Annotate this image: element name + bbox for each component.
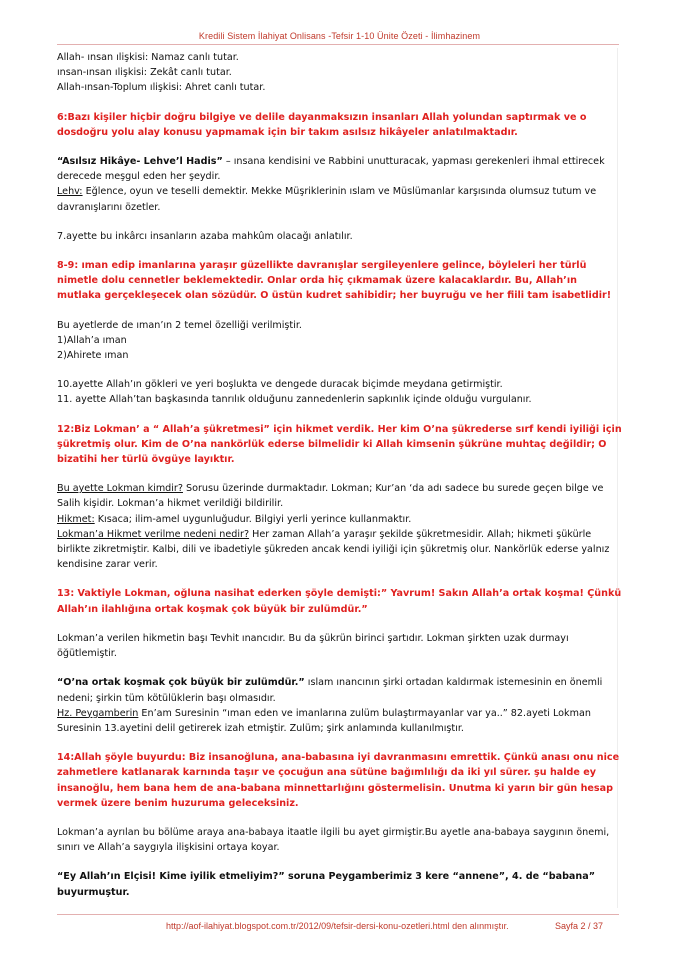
hikmet-question: Lokman’a Hikmet verilme nedeni nedir? <box>57 528 250 540</box>
ana-baba-paragraph: Lokman’a ayrılan bu bölüme araya ana-babaya itaatle ilgili bu ayet girmiştir.Bu ayetle ana-babaya saygının önemi, sınırı ve Allah’a saygıyla ilişkisini ortaya koyar. <box>57 826 610 854</box>
lehv-text: Eğlence, oyun ve teselli demektir. Mekke Müşriklerinin ıslam ve Müslümanlar karşısında olumsuz tutum ve davranışlarını özetler. <box>57 186 597 213</box>
lehve-term: “Asılsız Hikâye- Lehve’l Hadis” <box>57 156 223 168</box>
zulum-paragraph <box>57 675 622 705</box>
verse-12: 12:Biz Lokman’ a “ Allah’a şükretmesi” için hikmet verdik. Her kim O’na şükrederse sırf kendi iyiliği için şükretmiş olur. Kim de O’na nankörlük ederse bilmelidir ki Allah kimsenin şükrüne muhtaç değildir; O bizatihi her türlü övgüye layıktır. <box>57 423 622 466</box>
verse-14: 14:Allah şöyle buyurdu: Biz insanoğluna, ana-babasına iyi davranmasını emrettik. Çünkü anası onu nice zahmetlere katlanarak karnında taşır ve çocuğun ana sütüne bağımlılığı da iki yıl sürer. şu halde ey insanoğlu, hem bana hem de ana-babana minnettarlığını göstermelisin. Unutma ki yarın bir gün hesap vermek üzere benim huzuruma geleceksiniz. <box>57 752 620 809</box>
verse-13: 13: Vaktiyle Lokman, oğluna nasihat ederken şöyle demişti:” Yavrum! Sakın Allah’a ortak koşma! Çünkü Allah’ın ilahlığına ortak koşmak çok büyük bir zulümdür.” <box>57 588 622 615</box>
document-body <box>57 50 622 900</box>
lehv-term: Lehv: <box>57 186 83 198</box>
header-divider <box>57 44 619 45</box>
zulum-text: ıslam ınancının şirki ortadan kaldırmak istemesinin en önemli nedeni; şirkin tüm kötülüklerin başı olmasıdır. <box>57 677 603 704</box>
peygamber-term: Hz. Peygamberin <box>57 707 139 719</box>
verse-11: 11. ayette Allah’tan başkasında tanrılık olduğunu zannedenlerin sapkınlık içinde olduğu vurgulanır. <box>57 394 532 406</box>
iman-item: 1)Allah’a ıman <box>57 334 127 346</box>
lehv-paragraph <box>57 184 622 214</box>
hikmet-reason-paragraph <box>57 527 622 573</box>
page-header: Kredili Sistem İlahiyat Onlisans -Tefsir 1-10 Ünite Özeti - İlimhazinem <box>198 31 481 41</box>
verse-6: 6:Bazı kişiler hiçbir doğru bilgiye ve delile dayanmaksızın insanları Allah yolundan saptırmak ve o dosdoğru yolu alay konusu yapmamak için bir takım asılsız hikâyeler anlatılmaktadır. <box>57 111 587 138</box>
lokman-question: Bu ayette Lokman kimdir? <box>57 483 183 495</box>
hikmet-answer: Her zaman Allah’a yaraşır şekilde şükretmesidir. Allah; hikmeti şükürle birlikte zikretmiştir. Kalbi, dili ve ibadetiyle şükreden ancak kendi iyiliği için şükretmiş olur. Nankörlük ederse yalnız kendisine zarar verir. <box>57 528 610 571</box>
lehve-paragraph <box>57 154 622 184</box>
peygamber-text: En’am Suresinin “ıman eden ve imanlarına zulüm bulaştırmayanlar var ya..” 82.ayeti Lokman Suresinin 13.ayetini delil getirerek izah etmiştir. Zulüm; şirk anlamında kullanılmıştır. <box>57 707 591 734</box>
lehve-text: – ınsana kendisini ve Rabbini unutturacak, yapması gerekenleri ihmal ettirecek derecede meşgul eden her şeydir. <box>57 156 605 183</box>
hadis-paragraph: “Ey Allah’ın Elçisi! Kime iyilik etmeliyim?” soruna Peygamberimiz 3 kere “annene”, 4. de “babana” buyurmuştur. <box>57 871 596 898</box>
iman-item: 2)Ahirete ıman <box>57 350 129 362</box>
hikmet-term: Hikmet: <box>57 513 95 525</box>
hikmet-paragraph <box>57 512 622 527</box>
hikmet-text: Kısaca; ilim-amel uygunluğudur. Bilgiyi yerli yerince kullanmaktır. <box>94 513 412 525</box>
relation-line: Allah-ınsan-Toplum ılişkisi: Ahret canlı tutar. <box>57 82 266 94</box>
verse-10: 10.ayette Allah’ın gökleri ve yeri boşlukta ve dengede duracak biçimde meydana getirmiştir. <box>57 379 503 391</box>
peygamber-paragraph <box>57 706 622 736</box>
tevhid-paragraph: Lokman’a verilen hikmetin başı Tevhit ınancıdır. Bu da şükrün birinci şartıdır. Lokman şirkten uzak durmayı öğütlemiştir. <box>57 632 569 660</box>
iman-intro: Bu ayetlerde de ıman’ın 2 temel özelliği verilmiştir. <box>57 319 302 331</box>
footer-divider <box>57 914 619 915</box>
relation-line: ınsan-ınsan ılişkisi: Zekât canlı tutar. <box>57 67 232 79</box>
relation-line: Allah- ınsan ılişkisi: Namaz canlı tutar. <box>57 52 239 63</box>
zulum-quote: “O’na ortak koşmak çok büyük bir zulümdür.” <box>57 677 305 689</box>
lokman-paragraph <box>57 481 622 511</box>
source-link[interactable]: http://aof-ilahiyat.blogspot.com.tr/2012/09/tefsir-dersi-konu-ozetleri.html den alınmıştır. <box>166 921 509 931</box>
verse-8-9: 8-9: ıman edip imanlarına yaraşır güzellikte davranışlar sergileyenlere gelince, böyleleri her türlü nimetle dolu cennetler beklemektedir. Onlar orda hiç çıkmamak üzere kalacaklardır. Bu, Allah’ın mutlaka gerçekleşecek olan sözüdür. O üstün kudret sahibidir; her buyruğu ve her fiili tam isabetlidir! <box>57 260 612 302</box>
verse-7: 7.ayette bu inkârcı insanların azaba mahkûm olacağı anlatılır. <box>57 230 353 242</box>
page-number: Sayfa 2 / 37 <box>555 921 604 931</box>
lokman-answer: Sorusu üzerinde durmaktadır. Lokman; Kur’an ‘da adı sadece bu surede geçen bilge ve Salih kişidir. Lokman’a hikmet verildiği bildirilir. <box>57 483 604 510</box>
